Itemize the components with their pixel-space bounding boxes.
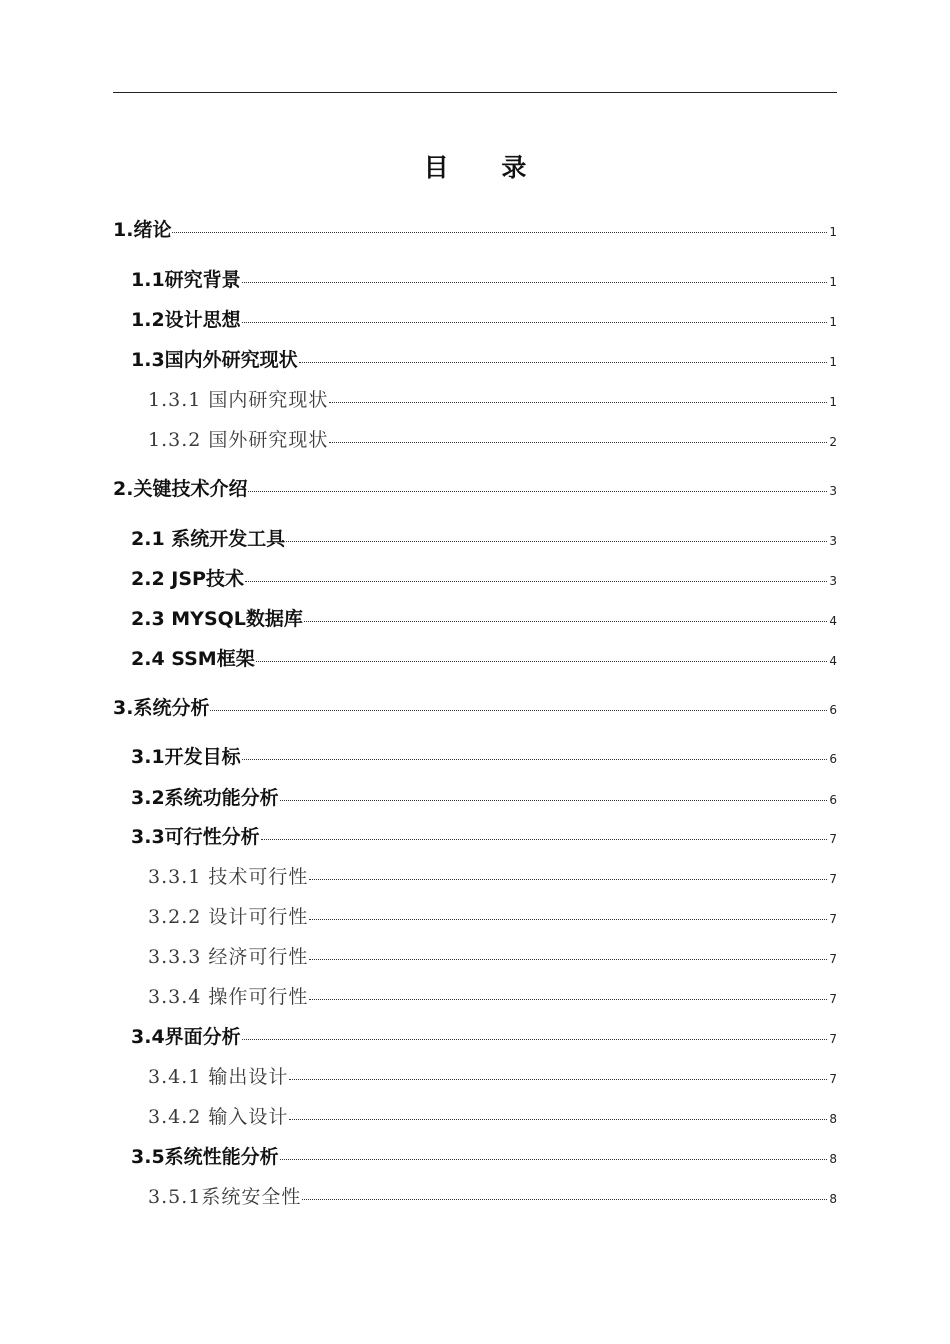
dot-leader — [309, 919, 827, 920]
toc-entry[interactable] — [148, 862, 837, 892]
toc-entry[interactable] — [131, 604, 837, 634]
toc-entry[interactable] — [148, 982, 837, 1012]
toc-entry-label: 2.关键技术介绍 — [113, 478, 248, 500]
toc-entry-page-number: 6 — [829, 793, 837, 807]
toc-entry-label: 3.3.3 经济可行性 — [148, 946, 309, 968]
toc-entry-page-number: 8 — [829, 1192, 837, 1206]
toc-entry-page-number: 1 — [829, 225, 837, 239]
toc-entry-page-number: 1 — [829, 275, 837, 289]
toc-entry[interactable] — [113, 693, 837, 723]
toc-entry[interactable] — [148, 942, 837, 972]
toc-entry-label: 2.1 系统开发工具 — [131, 528, 286, 550]
dot-leader — [309, 879, 827, 880]
toc-entry-label: 1.2设计思想 — [131, 309, 241, 331]
dot-leader — [280, 1159, 828, 1160]
toc-entry-page-number: 7 — [829, 1032, 837, 1046]
toc-entry[interactable] — [148, 902, 837, 932]
toc-entry-page-number: 3 — [829, 534, 837, 548]
toc-entry-label: 1.3.2 国外研究现状 — [148, 429, 329, 451]
toc-entry-label: 1.3国内外研究现状 — [131, 349, 298, 371]
toc-title: 目 录 — [423, 153, 549, 182]
toc-entry-page-number: 3 — [829, 574, 837, 588]
toc-entry-page-number: 1 — [829, 315, 837, 329]
dot-leader — [172, 232, 827, 233]
toc-entry-label: 3.1开发目标 — [131, 746, 241, 768]
dot-leader — [309, 959, 827, 960]
toc-entry-label: 3.5系统性能分析 — [131, 1146, 279, 1168]
toc-entry[interactable] — [131, 265, 837, 295]
toc-entry-label: 3.系统分析 — [113, 697, 210, 719]
toc-entry-page-number: 6 — [829, 703, 837, 717]
dot-leader — [242, 759, 828, 760]
toc-entry-label: 3.5.1系统安全性 — [148, 1186, 302, 1208]
toc-entry-label: 3.2.2 设计可行性 — [148, 906, 309, 928]
dot-leader — [289, 1079, 827, 1080]
toc-entry-label: 2.2 JSP技术 — [131, 568, 244, 590]
toc-entry-page-number: 2 — [829, 435, 837, 449]
dot-leader — [242, 282, 828, 283]
toc-entry[interactable] — [131, 1022, 837, 1052]
dot-leader — [280, 800, 828, 801]
toc-entry-label: 3.4.1 输出设计 — [148, 1066, 289, 1088]
toc-entry-page-number: 7 — [829, 952, 837, 966]
toc-entry[interactable] — [131, 305, 837, 335]
dot-leader — [304, 621, 827, 622]
dot-leader — [261, 839, 828, 840]
toc-entry[interactable] — [148, 1102, 837, 1132]
dot-leader — [299, 362, 828, 363]
toc-entry-page-number: 7 — [829, 872, 837, 886]
toc-entry[interactable] — [131, 742, 837, 772]
toc-entry-label: 3.3.1 技术可行性 — [148, 866, 309, 888]
dot-leader — [286, 541, 827, 542]
toc-entry-page-number: 1 — [829, 395, 837, 409]
dot-leader — [309, 999, 827, 1000]
toc-entry[interactable] — [131, 644, 837, 674]
toc-entry[interactable] — [148, 1182, 837, 1212]
toc-entry-label: 3.4界面分析 — [131, 1026, 241, 1048]
toc-entry-page-number: 7 — [829, 912, 837, 926]
dot-leader — [210, 710, 827, 711]
dot-leader — [248, 491, 827, 492]
toc-entry[interactable] — [113, 215, 837, 245]
toc-entry-page-number: 3 — [829, 484, 837, 498]
toc-entry-page-number: 7 — [829, 1072, 837, 1086]
toc-entry-page-number: 4 — [829, 614, 837, 628]
toc-entry-page-number: 7 — [829, 992, 837, 1006]
dot-leader — [242, 1039, 828, 1040]
toc-entry-page-number: 8 — [829, 1152, 837, 1166]
toc-entry-label: 3.4.2 输入设计 — [148, 1106, 289, 1128]
dot-leader — [329, 402, 827, 403]
toc-entry-label: 3.3.4 操作可行性 — [148, 986, 309, 1008]
toc-entry-page-number: 4 — [829, 654, 837, 668]
toc-entry-label: 2.3 MYSQL数据库 — [131, 608, 303, 630]
dot-leader — [289, 1119, 827, 1120]
dot-leader — [256, 661, 828, 662]
toc-entry[interactable] — [148, 1062, 837, 1092]
dot-leader — [242, 322, 828, 323]
toc-entry-page-number: 1 — [829, 355, 837, 369]
toc-entry[interactable] — [131, 783, 837, 813]
dot-leader — [302, 1199, 827, 1200]
toc-entry-page-number: 7 — [829, 832, 837, 846]
toc-entry[interactable] — [131, 822, 837, 852]
toc-entry-label: 3.2系统功能分析 — [131, 787, 279, 809]
toc-entry[interactable] — [131, 524, 837, 554]
toc-entry-page-number: 8 — [829, 1112, 837, 1126]
toc-entry[interactable] — [131, 345, 837, 375]
toc-entry[interactable] — [148, 425, 837, 455]
dot-leader — [329, 442, 827, 443]
toc-entry-label: 1.1研究背景 — [131, 269, 241, 291]
toc-entry[interactable] — [131, 1142, 837, 1172]
toc-entry-label: 2.4 SSM框架 — [131, 648, 255, 670]
toc-entry-label: 1.3.1 国内研究现状 — [148, 389, 329, 411]
toc-entry[interactable] — [148, 385, 837, 415]
toc-entry-page-number: 6 — [829, 752, 837, 766]
toc-entry[interactable] — [131, 564, 837, 594]
toc-entry-label: 3.3可行性分析 — [131, 826, 260, 848]
dot-leader — [245, 581, 827, 582]
toc-entry[interactable] — [113, 474, 837, 504]
toc-entry-label: 1.绪论 — [113, 219, 172, 241]
